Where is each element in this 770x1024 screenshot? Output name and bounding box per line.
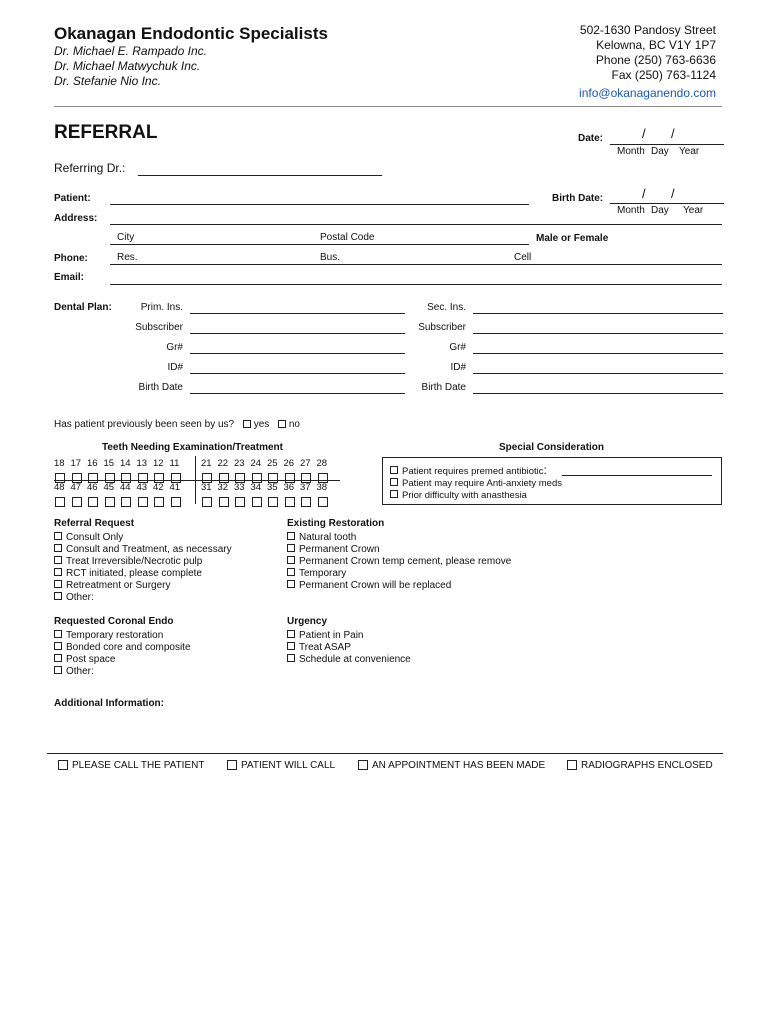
tooth-number: 22 [217, 458, 229, 469]
tooth-number: 15 [103, 458, 115, 469]
referral-option [54, 556, 232, 568]
upper-left-teeth [201, 458, 333, 469]
sec-birth-date-input-line[interactable] [473, 393, 723, 394]
restoration-checkbox[interactable] [287, 568, 295, 576]
phone-label: Phone: [54, 253, 88, 264]
sec-subscriber-input-line[interactable] [473, 333, 723, 334]
tooth-number: 42 [153, 482, 164, 493]
anasthesia-checkbox[interactable] [390, 490, 398, 498]
form-title: REFERRAL [54, 122, 158, 143]
patient-will-call-checkbox[interactable] [227, 760, 237, 770]
footer-option [358, 760, 545, 771]
appointment-made-checkbox[interactable] [358, 760, 368, 770]
birth-date-slash: / [671, 186, 675, 201]
phone-input-line[interactable] [110, 264, 722, 265]
tooth-number: 27 [300, 458, 311, 469]
coronal-option-label: Temporary restoration [66, 630, 164, 641]
premed-colon: : [543, 463, 547, 477]
tooth-checkbox[interactable] [138, 497, 148, 507]
additional-info-label: Additional Information: [54, 698, 164, 709]
tooth-number: 37 [300, 482, 311, 493]
tooth-number: 17 [70, 458, 82, 469]
dental-plan-label: Dental Plan: [54, 302, 112, 313]
tooth-number: 13 [136, 458, 148, 469]
sec-group-label: Gr# [449, 342, 466, 353]
restoration-option-label: Permanent Crown will be replaced [299, 580, 452, 591]
prim-group-input-line[interactable] [190, 353, 405, 354]
restoration-option-label: Permanent Crown [299, 544, 380, 555]
restoration-option [287, 568, 511, 580]
tooth-checkbox[interactable] [154, 497, 164, 507]
coronal-option [54, 666, 191, 678]
special-consideration-title: Special Consideration [499, 442, 605, 453]
header-divider [54, 106, 722, 107]
lower-left-tooth-boxes [202, 493, 334, 511]
tooth-number: 12 [153, 458, 164, 469]
tooth-checkbox[interactable] [301, 497, 311, 507]
tooth-number: 14 [120, 458, 131, 469]
tooth-checkbox[interactable] [202, 497, 212, 507]
phone-number: Phone (250) 763-6636 [595, 53, 716, 67]
tooth-checkbox[interactable] [88, 497, 98, 507]
referral-checkbox[interactable] [54, 568, 62, 576]
urgency-option [287, 654, 411, 666]
referral-checkbox[interactable] [54, 580, 62, 588]
premed-input-line[interactable] [562, 475, 712, 476]
restoration-option [287, 544, 511, 556]
prim-birth-date-label: Birth Date [138, 382, 183, 393]
tooth-number: 31 [201, 482, 212, 493]
coronal-option-label: Bonded core and composite [66, 642, 191, 653]
referring-dr-input-line[interactable] [138, 175, 382, 176]
phone-bus-label: Bus. [320, 252, 341, 263]
footer-option [567, 760, 713, 771]
date-input-line[interactable] [610, 144, 724, 145]
restoration-option-label: Natural tooth [299, 532, 357, 543]
tooth-number: 32 [217, 482, 229, 493]
birth-date-label: Birth Date: [552, 193, 604, 204]
patient-label: Patient: [54, 193, 91, 204]
tooth-number: 33 [234, 482, 245, 493]
existing-restoration-title: Existing Restoration [287, 518, 385, 529]
appointment-made-label: AN APPOINTMENT HAS BEEN MADE [372, 760, 546, 771]
tooth-number: 11 [169, 458, 180, 469]
restoration-option [287, 580, 511, 592]
coronal-checkbox[interactable] [54, 666, 62, 674]
tooth-checkbox[interactable] [55, 497, 65, 507]
date-day-label: Day [651, 146, 669, 157]
referral-checkbox[interactable] [54, 544, 62, 552]
patient-will-call-label: PATIENT WILL CALL [241, 760, 336, 771]
prim-ins-input-line[interactable] [190, 313, 405, 314]
premed-option [390, 464, 562, 478]
practice-name: Okanagan Endodontic Specialists [54, 24, 328, 43]
urgency-title: Urgency [287, 616, 328, 627]
anasthesia-option [390, 490, 562, 502]
tooth-number: 16 [87, 458, 98, 469]
anasthesia-label: Prior difficulty with anasthesia [402, 490, 527, 501]
referral-request-title: Referral Request [54, 518, 135, 529]
urgency-option [287, 642, 411, 654]
sec-ins-input-line[interactable] [473, 313, 723, 314]
referral-option [54, 544, 232, 556]
tooth-checkbox[interactable] [252, 497, 262, 507]
restoration-checkbox[interactable] [287, 556, 295, 564]
premed-checkbox[interactable] [390, 466, 398, 474]
previous-visit-question [54, 419, 300, 430]
restoration-option-label: Permanent Crown temp cement, please remove [299, 556, 512, 567]
anxiety-label: Patient may require Anti-anxiety meds [402, 478, 562, 489]
coronal-checkbox[interactable] [54, 642, 62, 650]
date-slash: / [671, 126, 675, 141]
gender-label: Male or Female [536, 233, 609, 244]
urgency-checkbox[interactable] [287, 642, 295, 650]
restoration-option-label: Temporary [299, 568, 347, 579]
tooth-checkbox[interactable] [219, 497, 229, 507]
anxiety-checkbox[interactable] [390, 478, 398, 486]
teeth-midline-horizontal [54, 480, 340, 481]
tooth-number: 18 [54, 458, 65, 469]
tooth-number: 48 [54, 482, 65, 493]
restoration-option [287, 532, 511, 544]
additional-info-divider [47, 753, 723, 754]
coronal-checkbox[interactable] [54, 654, 62, 662]
tooth-checkbox[interactable] [285, 497, 295, 507]
existing-restoration-list [287, 532, 511, 592]
phone-cell-label: Cell [514, 252, 532, 263]
birth-day-label: Day [651, 205, 669, 216]
sec-id-input-line[interactable] [473, 373, 723, 374]
tooth-number: 34 [250, 482, 262, 493]
birth-date-slash: / [642, 186, 646, 201]
tooth-number: 21 [201, 458, 212, 469]
sec-ins-label: Sec. Ins. [427, 302, 466, 313]
tooth-number: 43 [136, 482, 148, 493]
yes-checkbox[interactable] [243, 420, 251, 428]
lower-left-teeth [201, 482, 333, 493]
tooth-checkbox[interactable] [235, 497, 245, 507]
yes-label: yes [253, 419, 270, 430]
city-postal-input-line[interactable] [110, 244, 529, 245]
address-input-line[interactable] [110, 224, 722, 225]
address-line2: Kelowna, BC V1Y 1P7 [596, 38, 716, 52]
referral-option [54, 568, 232, 580]
lower-right-teeth [54, 482, 186, 493]
premed-label: Patient requires premed antibiotic [402, 466, 544, 477]
restoration-checkbox[interactable] [287, 544, 295, 552]
tooth-number: 24 [250, 458, 262, 469]
referral-option-label: Treat Irreversible/Necrotic pulp [66, 556, 203, 567]
tooth-number: 44 [120, 482, 131, 493]
tooth-checkbox[interactable] [318, 497, 328, 507]
date-month-label: Month [617, 146, 645, 157]
footer-option [58, 760, 204, 771]
city-label: City [117, 232, 135, 243]
coronal-option [54, 654, 191, 666]
sec-birth-date-label: Birth Date [421, 382, 466, 393]
phone-res-label: Res. [117, 252, 138, 263]
prim-ins-label: Prim. Ins. [140, 302, 183, 313]
sec-id-label: ID# [450, 362, 466, 373]
coronal-endo-list [54, 630, 191, 678]
prim-id-input-line[interactable] [190, 373, 405, 374]
referral-request-list [54, 532, 232, 604]
date-year-label: Year [679, 146, 700, 157]
restoration-option [287, 556, 511, 568]
upper-right-teeth [54, 458, 186, 469]
no-checkbox[interactable] [278, 420, 286, 428]
tooth-number: 28 [316, 458, 328, 469]
tooth-checkbox[interactable] [105, 497, 115, 507]
email-input-line[interactable] [110, 284, 722, 285]
doctor-name: Dr. Michael E. Rampado Inc. [54, 44, 207, 58]
email-link[interactable]: info@okanaganendo.com [579, 86, 716, 100]
doctor-list [54, 44, 207, 89]
prim-birth-date-input-line[interactable] [190, 393, 405, 394]
call-patient-label: PLEASE CALL THE PATIENT [72, 760, 205, 771]
sec-group-input-line[interactable] [473, 353, 723, 354]
doctor-name: Dr. Michael Matwychuk Inc. [54, 59, 201, 73]
coronal-endo-title: Requested Coronal Endo [54, 616, 174, 627]
referring-dr-label: Referring Dr.: [54, 161, 126, 175]
prim-id-label: ID# [167, 362, 183, 373]
tooth-number: 38 [316, 482, 328, 493]
anxiety-option [390, 478, 562, 490]
birth-year-label: Year [683, 205, 704, 216]
referral-option-label: Retreatment or Surgery [66, 580, 171, 591]
coronal-option-label: Other: [66, 666, 94, 677]
tooth-number: 45 [103, 482, 115, 493]
sec-subscriber-label: Subscriber [418, 322, 466, 333]
tooth-number: 25 [267, 458, 278, 469]
urgency-option-label: Patient in Pain [299, 630, 364, 641]
referral-checkbox[interactable] [54, 532, 62, 540]
referral-option [54, 592, 232, 604]
tooth-checkbox[interactable] [72, 497, 82, 507]
tooth-number: 23 [234, 458, 245, 469]
tooth-number: 46 [87, 482, 98, 493]
tooth-number: 36 [283, 482, 295, 493]
birth-month-label: Month [617, 205, 645, 216]
urgency-checkbox[interactable] [287, 654, 295, 662]
fax-number: Fax (250) 763-1124 [611, 68, 716, 82]
tooth-checkbox[interactable] [268, 497, 278, 507]
lower-right-tooth-boxes [55, 493, 187, 511]
address-label: Address: [54, 213, 98, 224]
referral-option [54, 580, 232, 592]
previous-visit-text: Has patient previously been seen by us? [54, 419, 235, 430]
coronal-checkbox[interactable] [54, 630, 62, 638]
urgency-option [287, 630, 411, 642]
no-label: no [288, 419, 300, 430]
patient-input-line[interactable] [110, 204, 529, 205]
coronal-option [54, 642, 191, 654]
referral-checkbox[interactable] [54, 592, 62, 600]
prim-subscriber-label: Subscriber [135, 322, 183, 333]
referral-option-label: Other: [66, 592, 94, 603]
tooth-number: 47 [70, 482, 82, 493]
date-slash: / [642, 126, 646, 141]
coronal-option [54, 630, 191, 642]
teeth-title: Teeth Needing Examination/Treatment [102, 442, 283, 453]
birth-date-input-line[interactable] [610, 203, 724, 204]
tooth-checkbox[interactable] [171, 497, 181, 507]
urgency-list [287, 630, 411, 666]
referral-option-label: RCT initiated, please complete [66, 568, 202, 579]
tooth-checkbox[interactable] [121, 497, 131, 507]
referral-option-label: Consult Only [66, 532, 124, 543]
prim-subscriber-input-line[interactable] [190, 333, 405, 334]
referral-option-label: Consult and Treatment, as necessary [66, 544, 232, 555]
urgency-option-label: Treat ASAP [299, 642, 351, 653]
radiographs-checkbox[interactable] [567, 760, 577, 770]
coronal-option-label: Post space [66, 654, 116, 665]
doctor-name: Dr. Stefanie Nio Inc. [54, 74, 161, 88]
urgency-checkbox[interactable] [287, 630, 295, 638]
tooth-number: 26 [283, 458, 295, 469]
email-label: Email: [54, 272, 85, 283]
teeth-midline-vertical [195, 456, 196, 504]
special-consideration-list [390, 464, 562, 502]
urgency-option-label: Schedule at convenience [299, 654, 411, 665]
prim-group-label: Gr# [166, 342, 183, 353]
call-patient-checkbox[interactable] [58, 760, 68, 770]
date-label: Date: [578, 133, 604, 144]
radiographs-label: RADIOGRAPHS ENCLOSED [581, 760, 713, 771]
tooth-number: 41 [169, 482, 181, 493]
practice-contact [579, 23, 716, 101]
referral-option [54, 532, 232, 544]
address-line1: 502-1630 Pandosy Street [579, 23, 716, 37]
footer-option [227, 760, 335, 771]
restoration-checkbox[interactable] [287, 532, 295, 540]
tooth-number: 35 [267, 482, 278, 493]
restoration-checkbox[interactable] [287, 580, 295, 588]
postal-code-label: Postal Code [320, 232, 375, 243]
referral-checkbox[interactable] [54, 556, 62, 564]
